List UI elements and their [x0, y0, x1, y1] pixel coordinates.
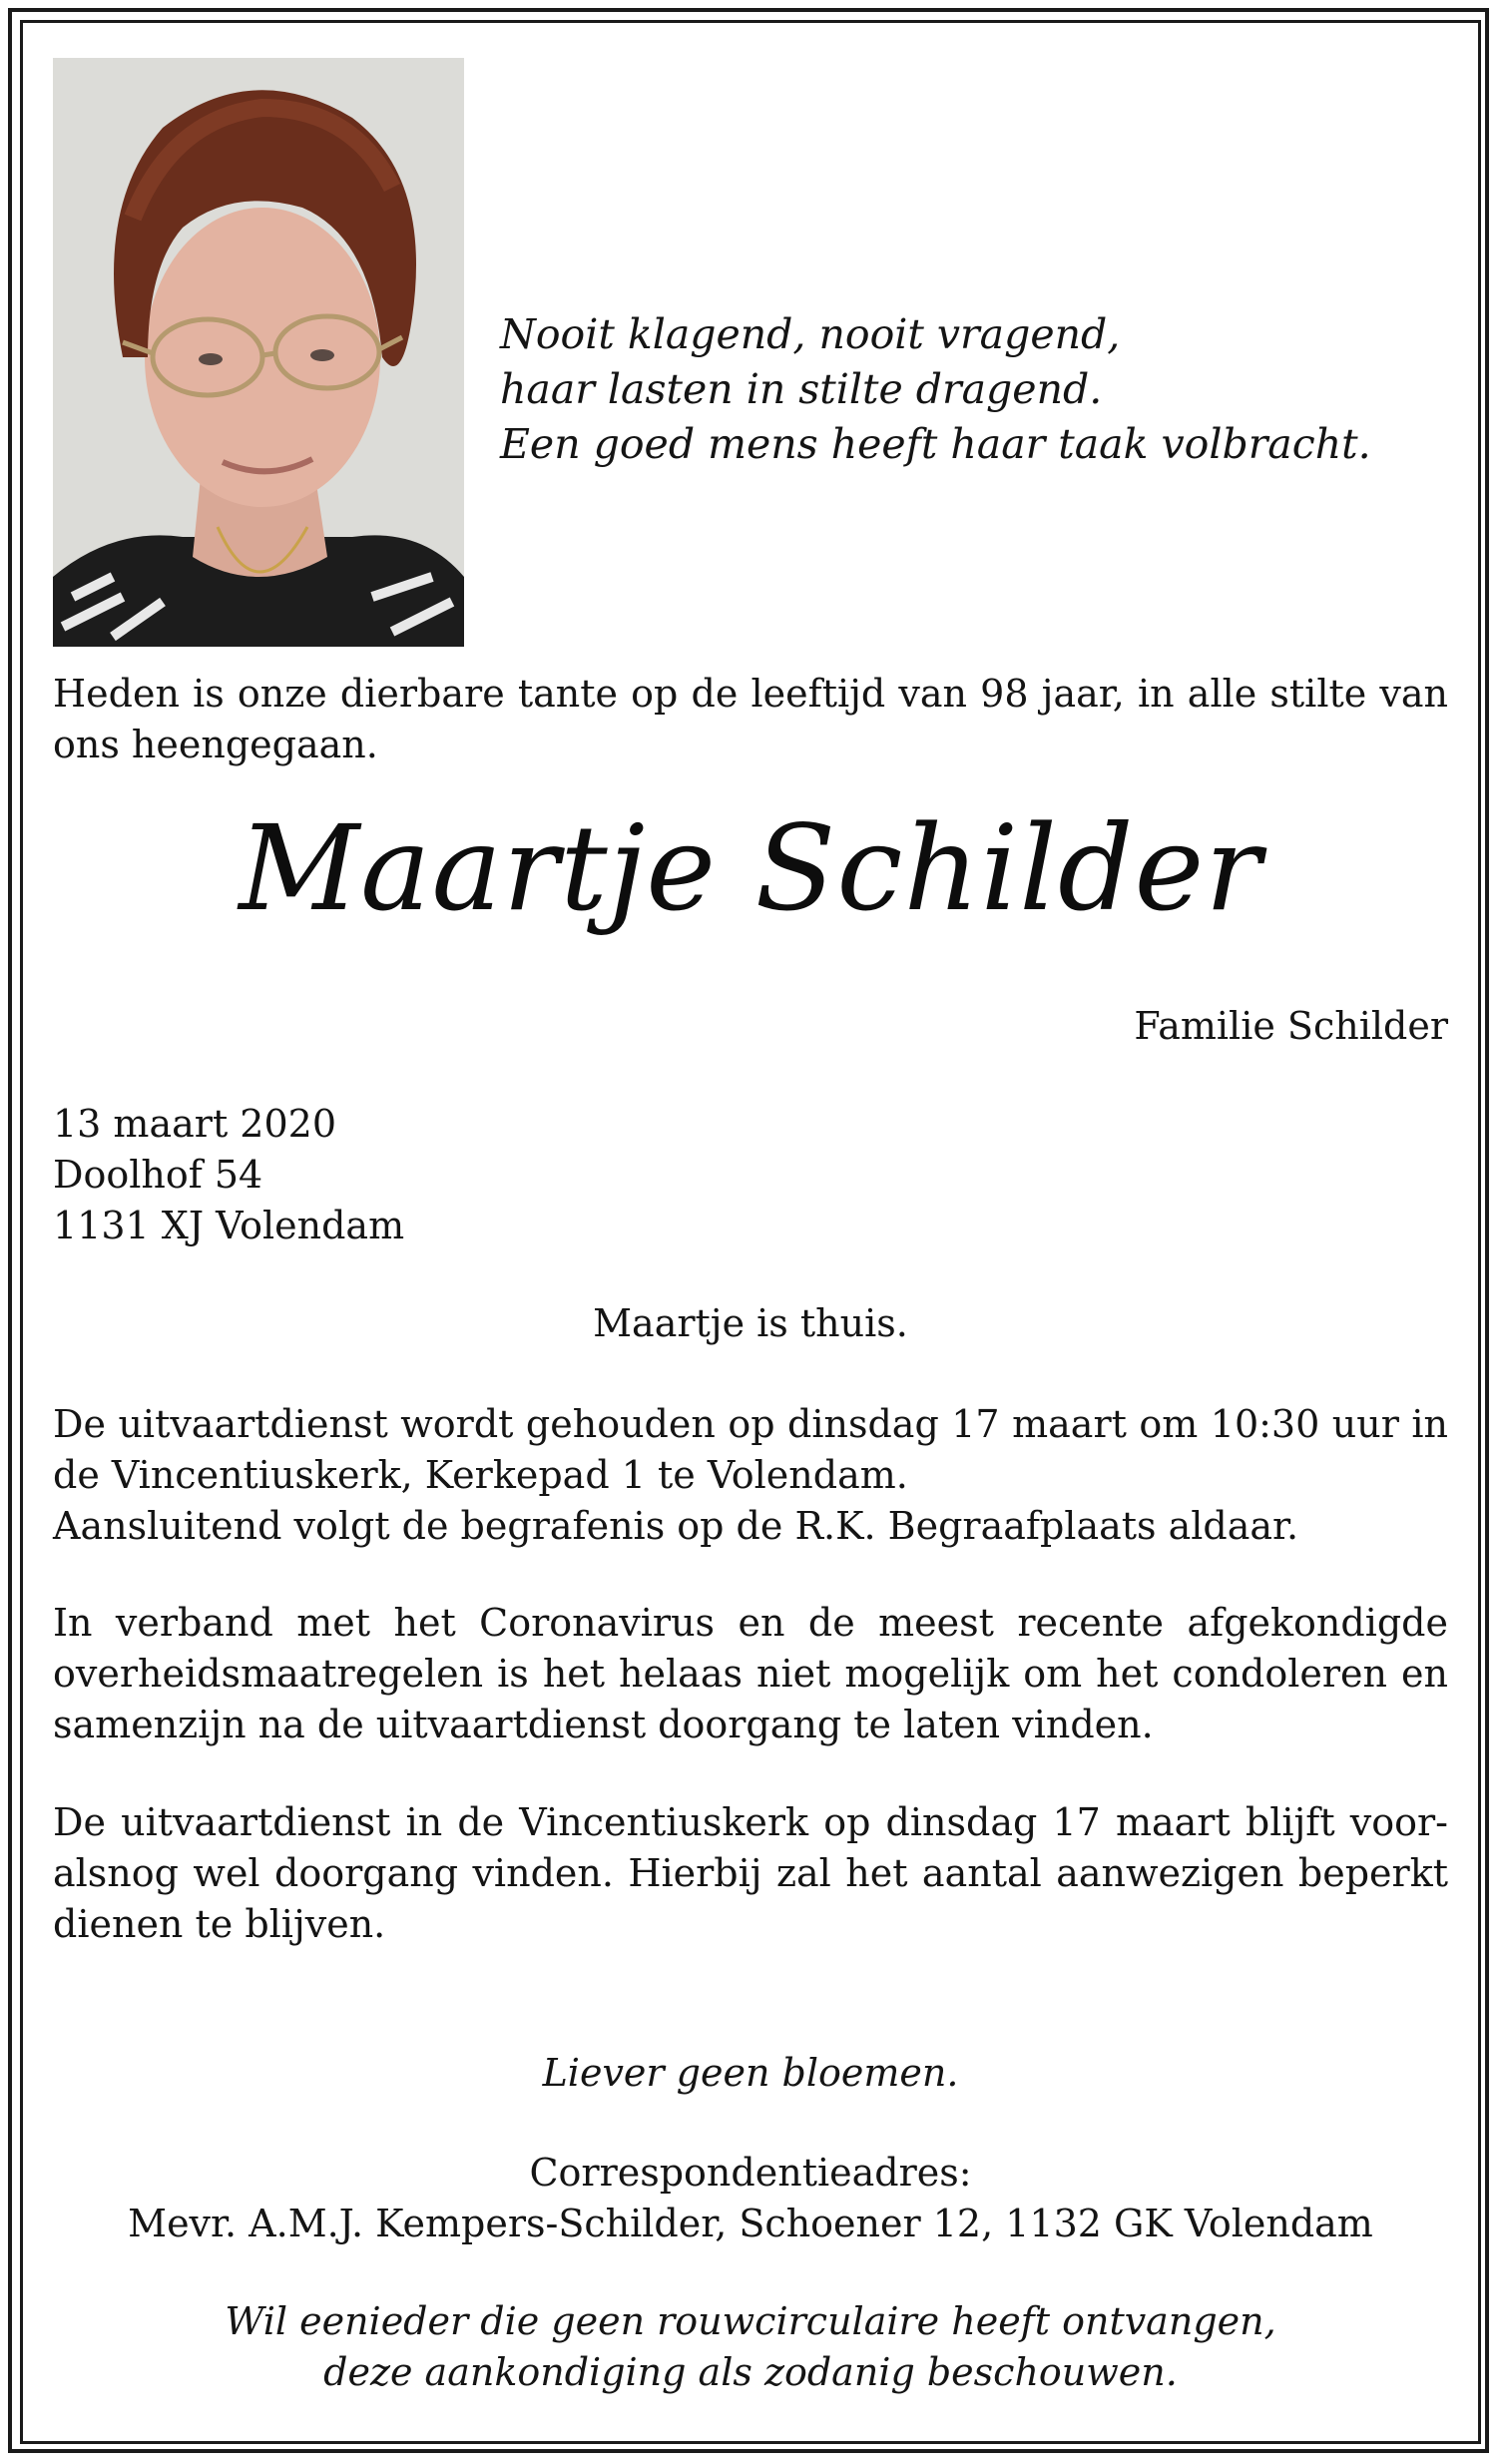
- closing-note: [53, 2296, 1448, 2398]
- notice-date: 13 maart 2020: [53, 1102, 336, 1146]
- correspondence-label: Correspondentieadres:: [529, 2151, 972, 2195]
- obituary-notice: [53, 0, 1448, 2464]
- service-note: De uitvaartdienst in de Vincentiuskerk op dinsdag 17 maart blijft voor-alsnog wel doorgang vinden. Hierbij zal het aantal aanwezigen beperkt dienen te blijven.: [53, 1800, 1448, 1946]
- corona-notice: In verband met het Coronavirus en de meest recente afgekondigde overheidsmaatregelen is het helaas niet mogelijk om het condoleren en samenzijn na de uitvaartdienst doorgang te laten vinden.: [53, 1601, 1448, 1746]
- service-block: [53, 1399, 1448, 1552]
- poem-line: haar lasten in stilte dragend.: [500, 365, 1103, 413]
- closing-line: Wil eenieder die geen rouwcirculaire heeft ontvangen,: [225, 2299, 1276, 2343]
- service-details: De uitvaartdienst wordt gehouden op dinsdag 17 maart om 10:30 uur in de Vincentiuskerk, Kerkepad 1 te Volendam.: [53, 1402, 1448, 1497]
- street-address: Doolhof 54: [53, 1153, 263, 1197]
- burial-details: Aansluitend volgt de begrafenis op de R.K. Begraafplaats aldaar.: [53, 1504, 1299, 1548]
- flowers-notice: Liever geen bloemen.: [542, 2051, 959, 2095]
- closing-line: deze aankondiging als zodanig beschouwen.: [323, 2350, 1178, 2394]
- intro-text: Heden is onze dierbare tante op de leeftijd van 98 jaar, in alle stilte van ons heengegaan.: [53, 672, 1448, 766]
- deceased-name: Maartje Schilder: [239, 799, 1262, 937]
- poem-line: Een goed mens heeft haar taak volbracht.: [500, 420, 1371, 468]
- portrait-photo: [53, 58, 464, 647]
- postal-city: 1131 XJ Volendam: [53, 1204, 405, 1247]
- family-signature: Familie Schilder: [1134, 1004, 1448, 1048]
- poem: [500, 307, 1428, 472]
- address-block: [53, 1099, 1448, 1251]
- poem-line: Nooit klagend, nooit vragend,: [500, 310, 1121, 358]
- home-notice: Maartje is thuis.: [593, 1301, 908, 1345]
- correspondence-address: Mevr. A.M.J. Kempers-Schilder, Schoener 12, 1132 GK Volendam: [128, 2202, 1373, 2245]
- correspondence-block: [53, 2148, 1448, 2249]
